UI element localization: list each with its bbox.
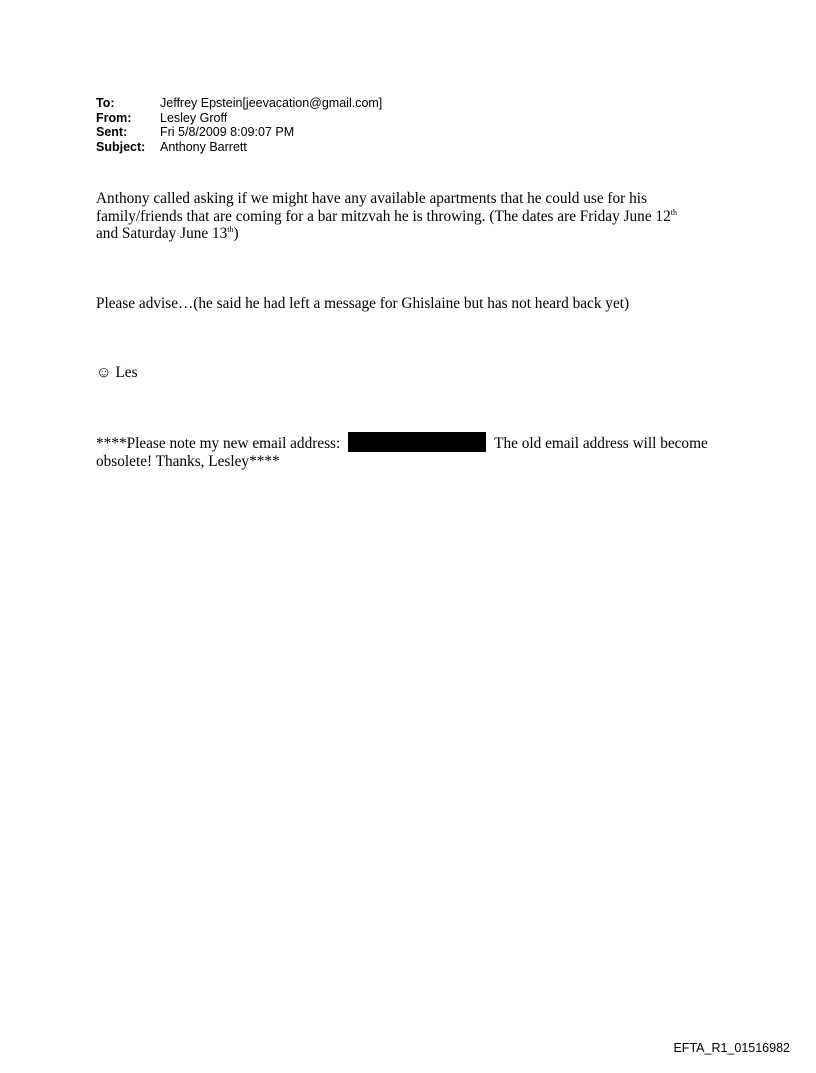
body-email-notice — [96, 432, 736, 470]
email-header — [96, 96, 382, 154]
from-row — [96, 111, 382, 126]
p1-line-3-close: ) — [233, 225, 239, 242]
smiley-icon: ☺ — [96, 364, 112, 381]
notice-line-2: obsolete! Thanks, Lesley**** — [96, 452, 280, 470]
body-paragraph-advise: Please advise…(he said he had left a message for Ghislaine but has not heard back yet) — [96, 295, 630, 312]
to-label: To: — [96, 96, 115, 110]
subject-value: Anthony Barrett — [160, 139, 247, 154]
p1-line-2-text: family/friends that are coming for a bar mitzvah he is throwing. (The dates are Friday June 12 — [96, 207, 671, 225]
p1-line-3-sup: th — [227, 225, 234, 234]
from-label: From: — [96, 110, 132, 125]
notice-text-b: The old email address will become — [494, 435, 708, 452]
to-row — [96, 96, 382, 111]
sent-label: Sent: — [96, 125, 128, 139]
notice-line-1 — [96, 432, 736, 453]
subject-row — [96, 140, 382, 155]
sent-value: Fri 5/8/2009 8:09:07 PM — [160, 125, 295, 139]
from-value: Lesley Groff — [160, 110, 228, 125]
p1-line-3-text: and Saturday June 13 — [96, 225, 228, 242]
p1-line-1: Anthony called asking if we might have any available apartments that he could use for his — [96, 190, 647, 207]
p1-line-3 — [96, 225, 736, 243]
notice-text-a: ****Please note my new email address: — [96, 435, 345, 452]
subject-label: Subject: — [96, 139, 146, 154]
redaction-block — [348, 432, 486, 452]
document-id: EFTA_R1_01516982 — [673, 1041, 790, 1055]
sent-row — [96, 125, 382, 140]
p1-line-2 — [96, 208, 736, 226]
p1-line-2-sup: th — [670, 207, 677, 217]
body-signoff — [96, 364, 736, 382]
to-value: Jeffrey Epstein[jeevacation@gmail.com] — [160, 96, 383, 110]
signoff-text: Les — [111, 364, 138, 381]
body-paragraph-request — [96, 190, 736, 243]
